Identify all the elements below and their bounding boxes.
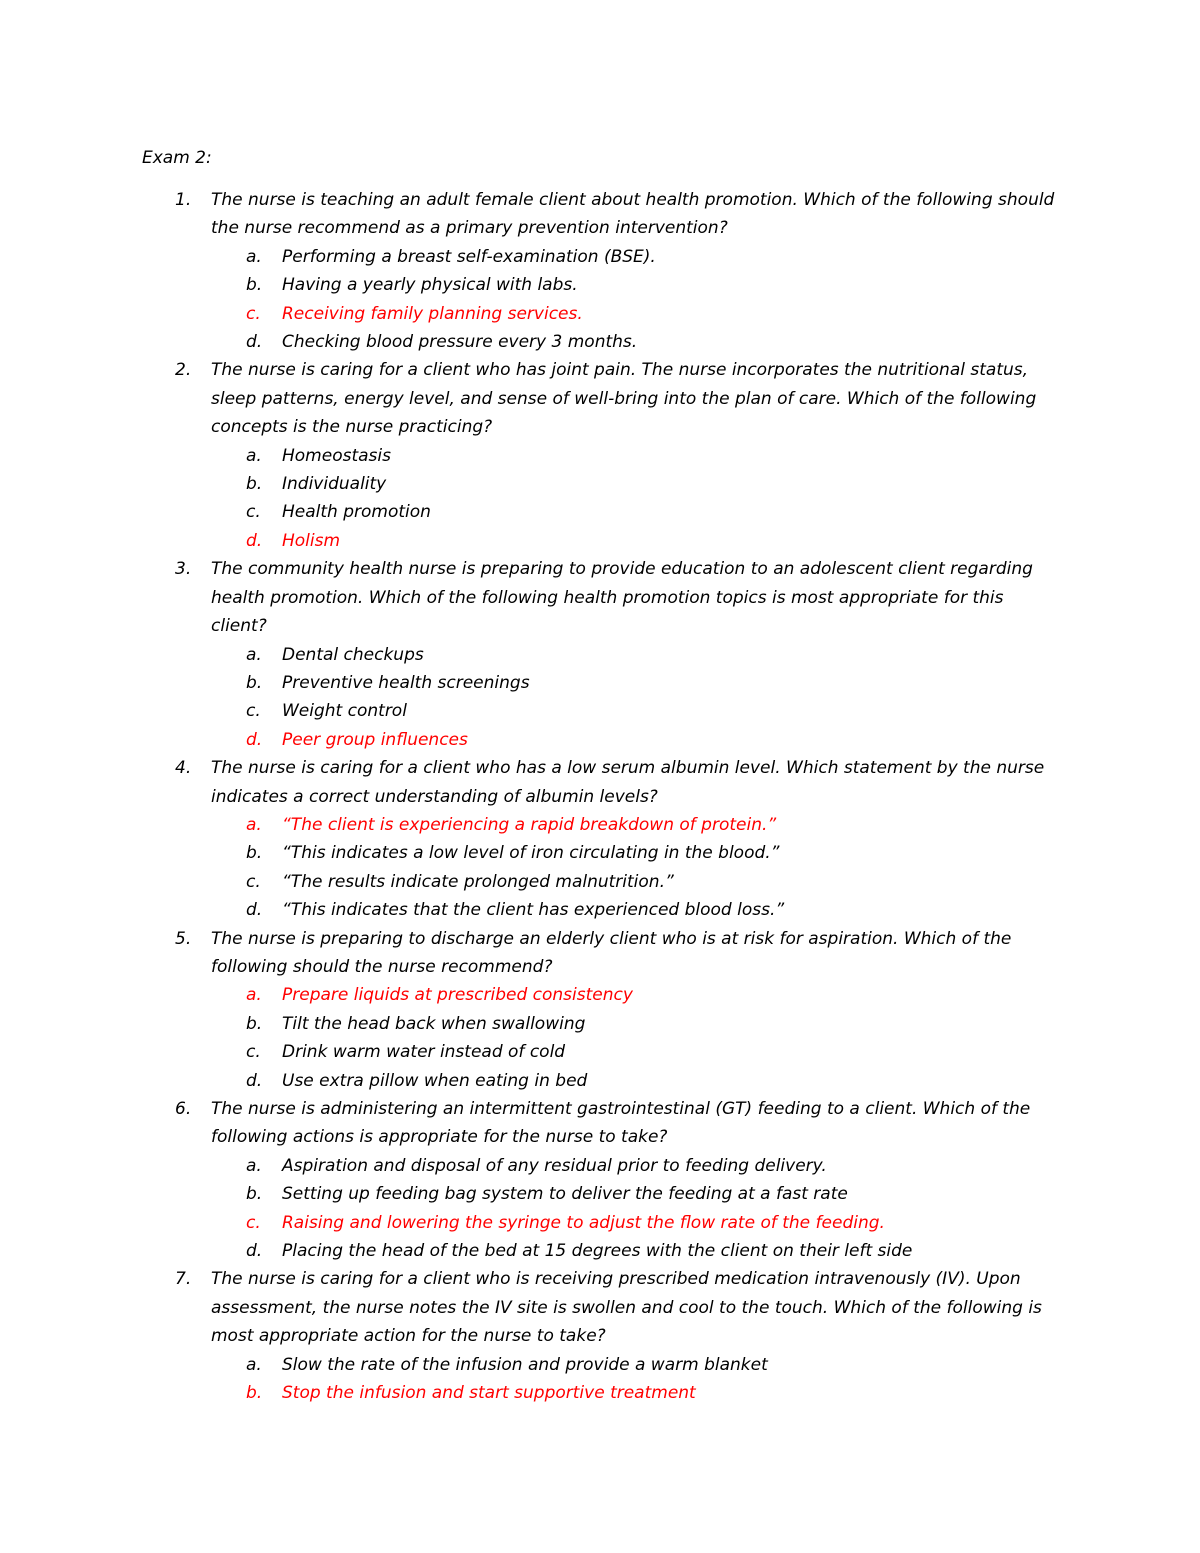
option-letter: d. <box>246 1070 263 1091</box>
question-text: The community health nurse is preparing to provide education to an adolescent client regarding health promotion. Which of the following health promotion topics is most appropriate for this client? <box>211 559 1033 637</box>
question <box>0 356 1061 441</box>
answer-option <box>0 1010 1200 1038</box>
question-text: The nurse is administering an intermittent gastrointestinal (GT) feeding to a client. Which of the following actions is appropriate for the nurse to take? <box>211 1099 1031 1148</box>
question-text: The nurse is caring for a client who has a low serum albumin level. Which statement by the nurse indicates a correct understanding of albumin levels? <box>211 758 1045 807</box>
answer-option <box>0 1237 1200 1265</box>
option-letter: d. <box>246 530 263 551</box>
answer-option <box>0 896 1200 924</box>
option-letter: a. <box>246 1354 262 1375</box>
question <box>0 186 1061 243</box>
answer-option <box>0 641 1200 669</box>
answer-option <box>0 839 1200 867</box>
question-text: The nurse is caring for a client who has joint pain. The nurse incorporates the nutritional status, sleep patterns, energy level, and sense of well-bring into the plan of care. Which of the following concepts is the nurse practicing? <box>211 360 1037 438</box>
question-number: 4. <box>175 758 192 779</box>
option-letter: a. <box>246 445 262 466</box>
answer-option <box>0 470 1200 498</box>
option-letter: b. <box>246 1383 263 1404</box>
option-letter: a. <box>246 644 262 665</box>
option-text: Weight control <box>282 701 407 722</box>
option-letter: d. <box>246 332 263 353</box>
question-number: 3. <box>175 559 192 580</box>
option-text: “This indicates a low level of iron circulating in the blood.” <box>282 843 780 864</box>
option-letter: d. <box>246 729 263 750</box>
question-number: 5. <box>175 928 192 949</box>
answer-option-correct <box>0 1379 1200 1407</box>
option-letter: c. <box>246 1212 261 1233</box>
option-letter: a. <box>246 1155 262 1176</box>
answer-option <box>0 1351 1200 1379</box>
option-text: “This indicates that the client has experienced blood loss.” <box>282 900 785 921</box>
answer-option <box>0 442 1200 470</box>
option-letter: c. <box>246 871 261 892</box>
answer-option <box>0 271 1200 299</box>
option-text: Performing a breast self-examination (BSE). <box>282 246 656 267</box>
option-letter: a. <box>246 814 262 835</box>
option-text: Prepare liquids at prescribed consistency <box>282 985 633 1006</box>
option-text: “The results indicate prolonged malnutrition.” <box>282 871 674 892</box>
option-letter: d. <box>246 1241 263 1262</box>
answer-option-correct <box>0 300 1200 328</box>
option-text: Individuality <box>282 474 387 495</box>
question-list <box>0 186 1200 1407</box>
option-letter: a. <box>246 985 262 1006</box>
question <box>0 925 1061 982</box>
question <box>0 1265 1061 1350</box>
option-text: Holism <box>282 530 341 551</box>
option-text: Homeostasis <box>282 445 391 466</box>
option-letter: b. <box>246 474 263 495</box>
option-text: Having a yearly physical with labs. <box>282 275 578 296</box>
option-text: Preventive health screenings <box>282 672 530 693</box>
option-letter: c. <box>246 1042 261 1063</box>
answer-option <box>0 243 1200 271</box>
answer-option-correct <box>0 811 1200 839</box>
answer-option <box>0 868 1200 896</box>
option-text: Health promotion <box>282 502 431 523</box>
option-letter: b. <box>246 275 263 296</box>
option-text: Tilt the head back when swallowing <box>282 1013 586 1034</box>
answer-option <box>0 498 1200 526</box>
option-letter: a. <box>246 246 262 267</box>
question-number: 6. <box>175 1099 192 1119</box>
question <box>0 754 1061 811</box>
question-number: 1. <box>175 190 192 210</box>
question-text: The nurse is teaching an adult female client about health promotion. Which of the following should the nurse recommend as a primary prevention intervention? <box>211 190 1055 239</box>
question-number: 7. <box>175 1269 192 1290</box>
option-letter: b. <box>246 672 263 693</box>
answer-option <box>0 1067 1200 1095</box>
option-letter: c. <box>246 502 261 523</box>
option-text: Use extra pillow when eating in bed <box>282 1070 588 1091</box>
question-text: The nurse is preparing to discharge an elderly client who is at risk for aspiration. Which of the following should the nurse recommend? <box>211 928 1012 977</box>
answer-option-correct <box>0 527 1200 555</box>
option-text: Dental checkups <box>282 644 424 665</box>
option-text: Receiving family planning services. <box>282 303 583 324</box>
option-text: Slow the rate of the infusion and provide a warm blanket <box>282 1354 768 1375</box>
option-letter: d. <box>246 900 263 921</box>
option-letter: b. <box>246 1013 263 1034</box>
answer-option <box>0 1152 1200 1180</box>
option-text: Raising and lowering the syringe to adjust the flow rate of the feeding. <box>282 1212 885 1233</box>
answer-option <box>0 697 1200 725</box>
answer-option-correct <box>0 1209 1200 1237</box>
question <box>0 1095 1061 1152</box>
answer-option <box>0 1180 1200 1208</box>
answer-option <box>0 1038 1200 1066</box>
question <box>0 555 1061 640</box>
option-letter: b. <box>246 1184 263 1205</box>
option-letter: c. <box>246 701 261 722</box>
option-text: Stop the infusion and start supportive treatment <box>282 1383 696 1404</box>
option-text: Aspiration and disposal of any residual prior to feeding delivery. <box>282 1155 827 1176</box>
question-text: The nurse is caring for a client who is receiving prescribed medication intravenously (IV). Upon assessment, the nurse notes the IV site is swollen and cool to the touch. Which of the following is most appropriate action for the nurse to take? <box>211 1269 1042 1347</box>
answer-option <box>0 328 1200 356</box>
option-letter: b. <box>246 843 263 864</box>
answer-option-correct <box>0 726 1200 754</box>
option-text: Peer group influences <box>282 729 468 750</box>
option-text: Drink warm water instead of cold <box>282 1042 566 1063</box>
option-text: “The client is experiencing a rapid breakdown of protein.” <box>282 814 777 835</box>
exam-title: Exam 2: <box>142 148 212 168</box>
option-text: Placing the head of the bed at 15 degrees with the client on their left side <box>282 1241 913 1262</box>
question-number: 2. <box>175 360 192 381</box>
answer-option <box>0 669 1200 697</box>
option-letter: c. <box>246 303 261 324</box>
option-text: Setting up feeding bag system to deliver the feeding at a fast rate <box>282 1184 848 1205</box>
option-text: Checking blood pressure every 3 months. <box>282 332 638 353</box>
answer-option-correct <box>0 981 1200 1009</box>
